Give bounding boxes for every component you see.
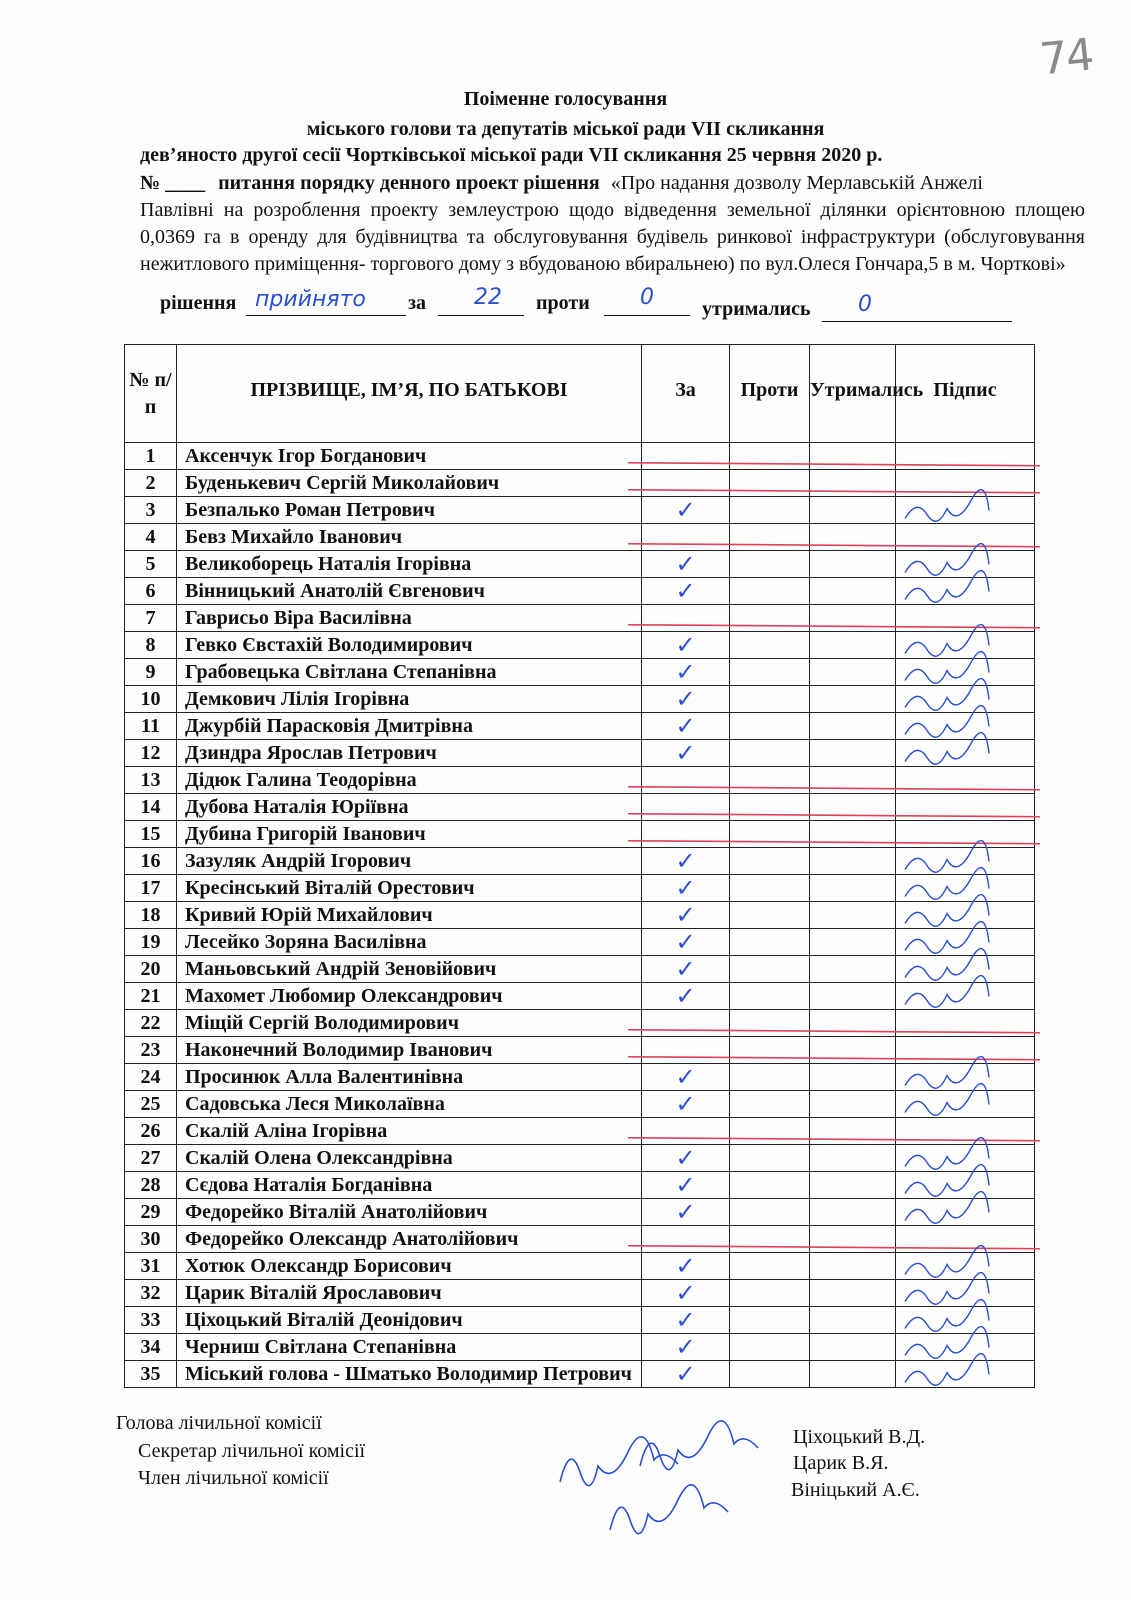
- row-number: 32: [125, 1280, 177, 1307]
- member-name: Дзиндра Ярослав Петрович: [177, 740, 642, 767]
- row-number: 30: [125, 1226, 177, 1253]
- vote-for-cell: ✓: [642, 1199, 730, 1226]
- member-name: Аксенчук Ігор Богданович: [177, 443, 642, 470]
- signature-scribble: [905, 1327, 989, 1359]
- member-name: Царик Віталій Ярославович: [177, 1280, 642, 1307]
- signature-scribble: [905, 1138, 989, 1170]
- row-number: 11: [125, 713, 177, 740]
- member-name: Джурбій Парасковія Дмитрівна: [177, 713, 642, 740]
- abstain-label: утримались: [702, 298, 811, 320]
- member-name: Маньовський Андрій Зеновійович: [177, 956, 642, 983]
- row-number: 27: [125, 1145, 177, 1172]
- row-number: 33: [125, 1307, 177, 1334]
- question-text-start: «Про надання дозволу Мерлавській Анжелі: [610, 172, 983, 194]
- row-number: 25: [125, 1091, 177, 1118]
- absence-strike-line: [628, 1030, 1040, 1033]
- signature-scribble: [905, 976, 989, 1008]
- signature-scribble: [905, 1354, 989, 1386]
- row-number: 31: [125, 1253, 177, 1280]
- signature-scribble: [905, 733, 989, 765]
- row-number: 35: [125, 1361, 177, 1388]
- row-number: 18: [125, 902, 177, 929]
- row-number: 29: [125, 1199, 177, 1226]
- row-number: 3: [125, 497, 177, 524]
- row-number: 13: [125, 767, 177, 794]
- member-name: Ціхоцький Віталій Деонідович: [177, 1307, 642, 1334]
- header-abstain: Утримались: [810, 345, 896, 443]
- member-name: Зазуляк Андрій Ігорович: [177, 848, 642, 875]
- member-name: Міський голова - Шматько Володимир Петрович: [177, 1361, 642, 1388]
- row-number: 4: [125, 524, 177, 551]
- row-number: 22: [125, 1010, 177, 1037]
- commission-signature: [640, 1421, 758, 1470]
- row-number: 20: [125, 956, 177, 983]
- member-name: Буденькевич Сергій Миколайович: [177, 470, 642, 497]
- vote-for-cell: ✓: [642, 740, 730, 767]
- signature-scribble: [905, 868, 989, 900]
- vote-for-cell: ✓: [642, 875, 730, 902]
- member-name: Черниш Світлана Степанівна: [177, 1334, 642, 1361]
- member-name: Демкович Лілія Ігорівна: [177, 686, 642, 713]
- row-number: 28: [125, 1172, 177, 1199]
- against-count: 0: [640, 285, 654, 310]
- session-line: дев’яносто другої сесії Чортківської міської ради VII скликання 25 червня 2020 р.: [140, 144, 883, 166]
- vote-for-cell: ✓: [642, 983, 730, 1010]
- vote-for-cell: ✓: [642, 497, 730, 524]
- member-name: Кривий Юрій Михайлович: [177, 902, 642, 929]
- member-name: Гевко Євстахій Володимирович: [177, 632, 642, 659]
- row-number: 8: [125, 632, 177, 659]
- commission-signature: [610, 1485, 728, 1534]
- member-name: Вінницький Анатолій Євгенович: [177, 578, 642, 605]
- signature-scribble: [905, 1165, 989, 1197]
- signature-scribble: [905, 706, 989, 738]
- decision-label: рішення: [160, 292, 237, 314]
- vote-for-cell: ✓: [642, 713, 730, 740]
- member-name: Грабовецька Світлана Степанівна: [177, 659, 642, 686]
- signature-scribble: [905, 571, 989, 603]
- decision-value: прийнято: [255, 287, 366, 312]
- absence-strike-line: [628, 463, 1040, 466]
- signature-scribble: [905, 1057, 989, 1089]
- vote-for-cell: ✓: [642, 848, 730, 875]
- row-number: 6: [125, 578, 177, 605]
- row-number: 19: [125, 929, 177, 956]
- row-number: 14: [125, 794, 177, 821]
- vote-for-cell: ✓: [642, 686, 730, 713]
- signature-scribble: [905, 490, 989, 522]
- vote-for-cell: ✓: [642, 1145, 730, 1172]
- row-number: 2: [125, 470, 177, 497]
- commission-signature: [560, 1437, 678, 1486]
- vote-for-cell: ✓: [642, 632, 730, 659]
- member-name: Садовська Леся Миколаївна: [177, 1091, 642, 1118]
- header-against: Проти: [730, 345, 810, 443]
- signature-scribble: [905, 922, 989, 954]
- member-name: Просинюк Алла Валентинівна: [177, 1064, 642, 1091]
- member-name: Федорейко Віталій Анатолійович: [177, 1199, 642, 1226]
- member-name: Великоборець Наталія Ігорівна: [177, 551, 642, 578]
- absence-strike-line: [628, 814, 1040, 817]
- vote-for-cell: ✓: [642, 1091, 730, 1118]
- row-number: 15: [125, 821, 177, 848]
- vote-for-cell: ✓: [642, 1064, 730, 1091]
- member-name: Сєдова Наталія Богданівна: [177, 1172, 642, 1199]
- vote-for-cell: ✓: [642, 578, 730, 605]
- vote-for-cell: ✓: [642, 1172, 730, 1199]
- member-name: Скалій Аліна Ігорівна: [177, 1118, 642, 1145]
- secretary-label: Секретар лічильної комісії: [138, 1440, 366, 1462]
- signature-scribble: [905, 625, 989, 657]
- vote-for-cell: ✓: [642, 1334, 730, 1361]
- question-number: № ____: [140, 172, 206, 194]
- signature-scribble: [905, 1192, 989, 1224]
- vote-for-cell: ✓: [642, 929, 730, 956]
- header-signature: Підпис: [896, 345, 1035, 443]
- row-number: 24: [125, 1064, 177, 1091]
- for-label: за: [408, 292, 427, 314]
- row-number: 12: [125, 740, 177, 767]
- member-name: Хотюк Олександр Борисович: [177, 1253, 642, 1280]
- header-num: № п/п: [125, 345, 177, 443]
- member-name: Наконечний Володимир Іванович: [177, 1037, 642, 1064]
- vote-for-cell: ✓: [642, 1280, 730, 1307]
- member-name: Дідюк Галина Теодорівна: [177, 767, 642, 794]
- question-label: питання порядку денного проект рішення: [218, 172, 600, 194]
- doc-subtitle: міського голови та депутатів міської ради VII скликання: [306, 118, 825, 140]
- signature-scribble: [905, 679, 989, 711]
- vote-for-cell: ✓: [642, 902, 730, 929]
- member-name: Безпалько Роман Петрович: [177, 497, 642, 524]
- member-name: Гаврисьо Віра Василівна: [177, 605, 642, 632]
- page-number: 74: [1037, 29, 1095, 86]
- signature-scribble: [905, 1273, 989, 1305]
- member-name: Дубина Григорій Іванович: [177, 821, 642, 848]
- vote-for-cell: ✓: [642, 1307, 730, 1334]
- question-text: Павлівні на розроблення проекту землеустрою щодо відведення земельної ділянки орієнтовною площею 0,0369 га в оренду для будівництва та обслуговування будівель ринкової інфраструктури (обслуговування нежитлового приміщення- торгового дому з вбудованою вбиральнею) по вул.Олеся Гончара,5 в м. Чорткові»: [140, 199, 1085, 275]
- member-name: Кресінський Віталій Орестович: [177, 875, 642, 902]
- header-name: ПРІЗВИЩЕ, ІМ’Я, ПО БАТЬКОВІ: [177, 345, 642, 443]
- vote-for-cell: ✓: [642, 551, 730, 578]
- member-name: Міщій Сергій Володимирович: [177, 1010, 642, 1037]
- vote-for-cell: ✓: [642, 1361, 730, 1388]
- header-for: За: [642, 345, 730, 443]
- doc-title: Поіменне голосування: [463, 88, 668, 110]
- row-number: 17: [125, 875, 177, 902]
- signature-scribble: [905, 841, 989, 873]
- chair-label: Голова лічильної комісії: [116, 1412, 322, 1434]
- row-number: 26: [125, 1118, 177, 1145]
- against-label: проти: [536, 292, 590, 314]
- abstain-count: 0: [858, 292, 872, 317]
- signature-scribble: [905, 652, 989, 684]
- member-name: Скалій Олена Олександрівна: [177, 1145, 642, 1172]
- member-name: Бевз Михайло Іванович: [177, 524, 642, 551]
- vote-for-cell: ✓: [642, 1253, 730, 1280]
- signature-scribble: [905, 544, 989, 576]
- secretary-name: Царик В.Я.: [793, 1452, 889, 1474]
- member-label: Член лічильної комісії: [138, 1467, 329, 1489]
- for-count: 22: [474, 285, 502, 310]
- member-name: Вініцький А.Є.: [791, 1479, 920, 1501]
- row-number: 16: [125, 848, 177, 875]
- row-number: 7: [125, 605, 177, 632]
- member-name: Махомет Любомир Олександрович: [177, 983, 642, 1010]
- row-number: 21: [125, 983, 177, 1010]
- vote-for-cell: ✓: [642, 956, 730, 983]
- member-name: Лесейко Зоряна Василівна: [177, 929, 642, 956]
- member-name: Дубова Наталія Юріївна: [177, 794, 642, 821]
- member-name: Федорейко Олександр Анатолійович: [177, 1226, 642, 1253]
- vote-for-cell: ✓: [642, 659, 730, 686]
- signature-scribble: [905, 1300, 989, 1332]
- signature-scribble: [905, 1246, 989, 1278]
- row-number: 5: [125, 551, 177, 578]
- row-number: 10: [125, 686, 177, 713]
- signature-scribble: [905, 1084, 989, 1116]
- row-number: 23: [125, 1037, 177, 1064]
- row-number: 9: [125, 659, 177, 686]
- row-number: 1: [125, 443, 177, 470]
- signature-scribble: [905, 949, 989, 981]
- row-number: 34: [125, 1334, 177, 1361]
- signature-scribble: [905, 895, 989, 927]
- chair-name: Ціхоцький В.Д.: [793, 1426, 926, 1448]
- absence-strike-line: [628, 787, 1040, 790]
